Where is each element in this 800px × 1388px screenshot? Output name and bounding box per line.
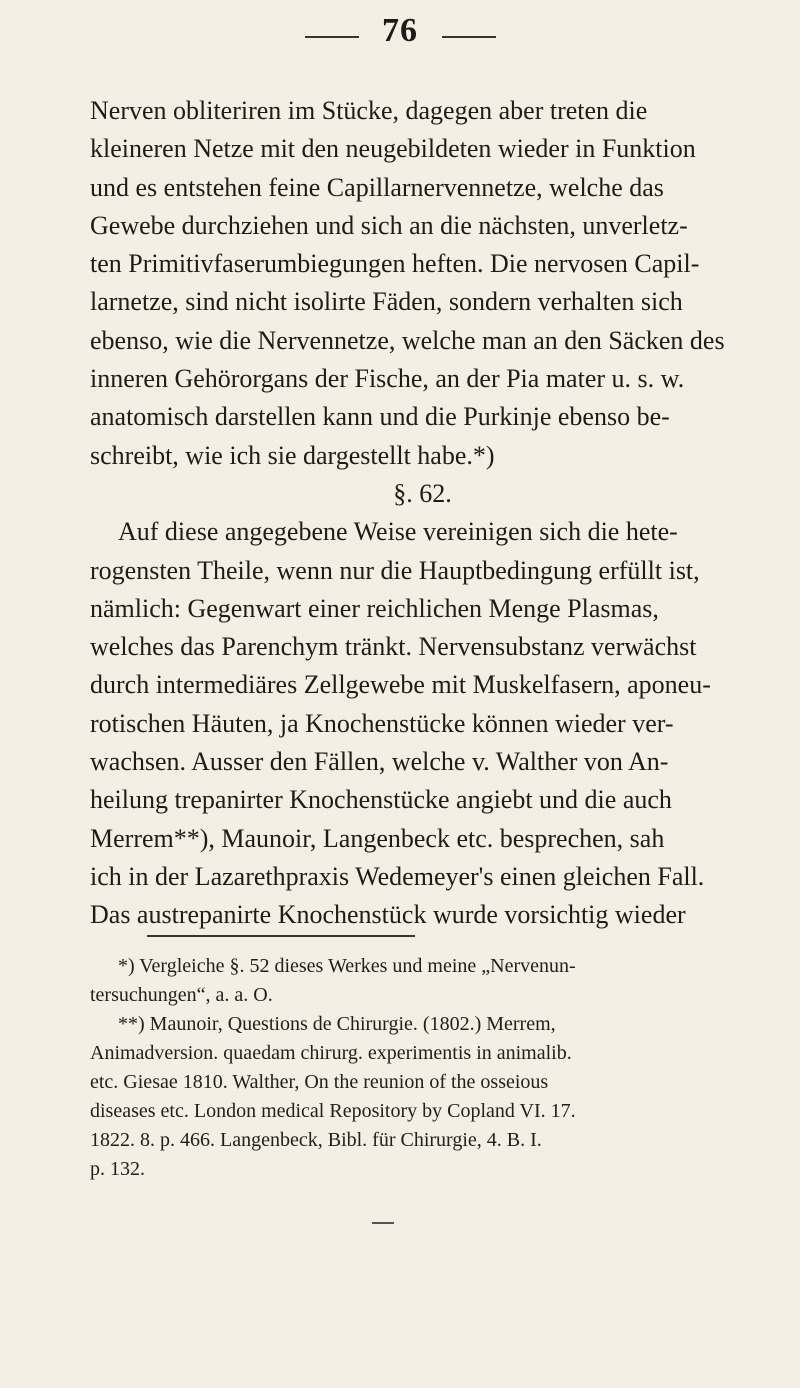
text-line-21: ich in der Lazarethpraxis Wedemeyer's einen gleichen Fall. bbox=[90, 861, 705, 891]
text-line-1: Nerven obliteriren im Stücke, dagegen aber treten die bbox=[90, 96, 648, 125]
footnote-line-3: **) Maunoir, Questions de Chirurgie. (1802.) Merrem, bbox=[118, 1013, 556, 1035]
footnote-line-7: 1822. 8. p. 466. Langenbeck, Bibl. für Chirurgie, 4. B. I. bbox=[90, 1129, 542, 1151]
left-header-dash bbox=[305, 36, 359, 38]
text-line-14: nämlich: Gegenwart einer reichlichen Menge Plasmas, bbox=[90, 593, 659, 623]
footnote-line-4: Animadversion. quaedam chirurg. experimentis in animalib. bbox=[90, 1042, 572, 1064]
text-line-4: Gewebe durchziehen und sich an die nächsten, unverletz- bbox=[90, 210, 688, 240]
footnote-line-1: *) Vergleiche §. 52 dieses Werkes und meine „Nervenun- bbox=[118, 955, 576, 977]
text-line-12: Auf diese angegebene Weise vereinigen sich die hete- bbox=[118, 517, 678, 547]
main-text bbox=[90, 92, 755, 935]
text-line-20: Merrem**), Maunoir, Langenbeck etc. besprechen, sah bbox=[90, 823, 665, 853]
footnote-line-2: tersuchungen“, a. a. O. bbox=[90, 984, 273, 1006]
page-header bbox=[0, 12, 800, 50]
text-line-17: rotischen Häuten, ja Knochenstücke können wieder ver- bbox=[90, 708, 674, 738]
text-line-3: und es entstehen feine Capillarnervennetze, welche das bbox=[90, 172, 664, 202]
text-line-22: Das austrepanirte Knochenstück wurde vorsichtig wieder bbox=[90, 900, 686, 930]
section-heading: §. 62. bbox=[393, 478, 452, 508]
page-number: 76 bbox=[382, 12, 418, 49]
text-line-7: ebenso, wie die Nervennetze, welche man an den Säcken des bbox=[90, 325, 725, 355]
text-line-19: heilung trepanirter Knochenstücke angiebt und die auch bbox=[90, 785, 672, 815]
text-line-16: durch intermediäres Zellgewebe mit Muskelfasern, aponeu- bbox=[90, 670, 711, 700]
text-line-15: welches das Parenchym tränkt. Nervensubstanz verwächst bbox=[90, 632, 697, 662]
footnote-line-5: etc. Giesae 1810. Walther, On the reunion of the osseious bbox=[90, 1071, 549, 1093]
footnotes bbox=[90, 952, 755, 1184]
text-line-8: inneren Gehörorgans der Fische, an der Pia mater u. s. w. bbox=[90, 364, 685, 394]
text-line-18: wachsen. Ausser den Fällen, welche v. Walther von An- bbox=[90, 747, 669, 777]
footnote-line-8: p. 132. bbox=[90, 1158, 145, 1180]
text-line-2: kleineren Netze mit den neugebildeten wieder in Funktion bbox=[90, 134, 696, 164]
text-line-13: rogensten Theile, wenn nur die Hauptbedingung erfüllt ist, bbox=[90, 555, 700, 585]
footnote-separator bbox=[147, 935, 415, 937]
text-line-10: schreibt, wie ich sie dargestellt habe.*) bbox=[90, 440, 495, 470]
text-line-6: larnetze, sind nicht isolirte Fäden, sondern verhalten sich bbox=[90, 287, 683, 317]
text-line-5: ten Primitivfaserumbiegungen heften. Die nervosen Capil- bbox=[90, 249, 700, 279]
text-line-9: anatomisch darstellen kann und die Purkinje ebenso be- bbox=[90, 402, 670, 432]
right-header-dash bbox=[442, 36, 496, 38]
footnote-line-6: diseases etc. London medical Repository by Copland VI. 17. bbox=[90, 1100, 576, 1122]
page-end-dash bbox=[372, 1222, 394, 1224]
